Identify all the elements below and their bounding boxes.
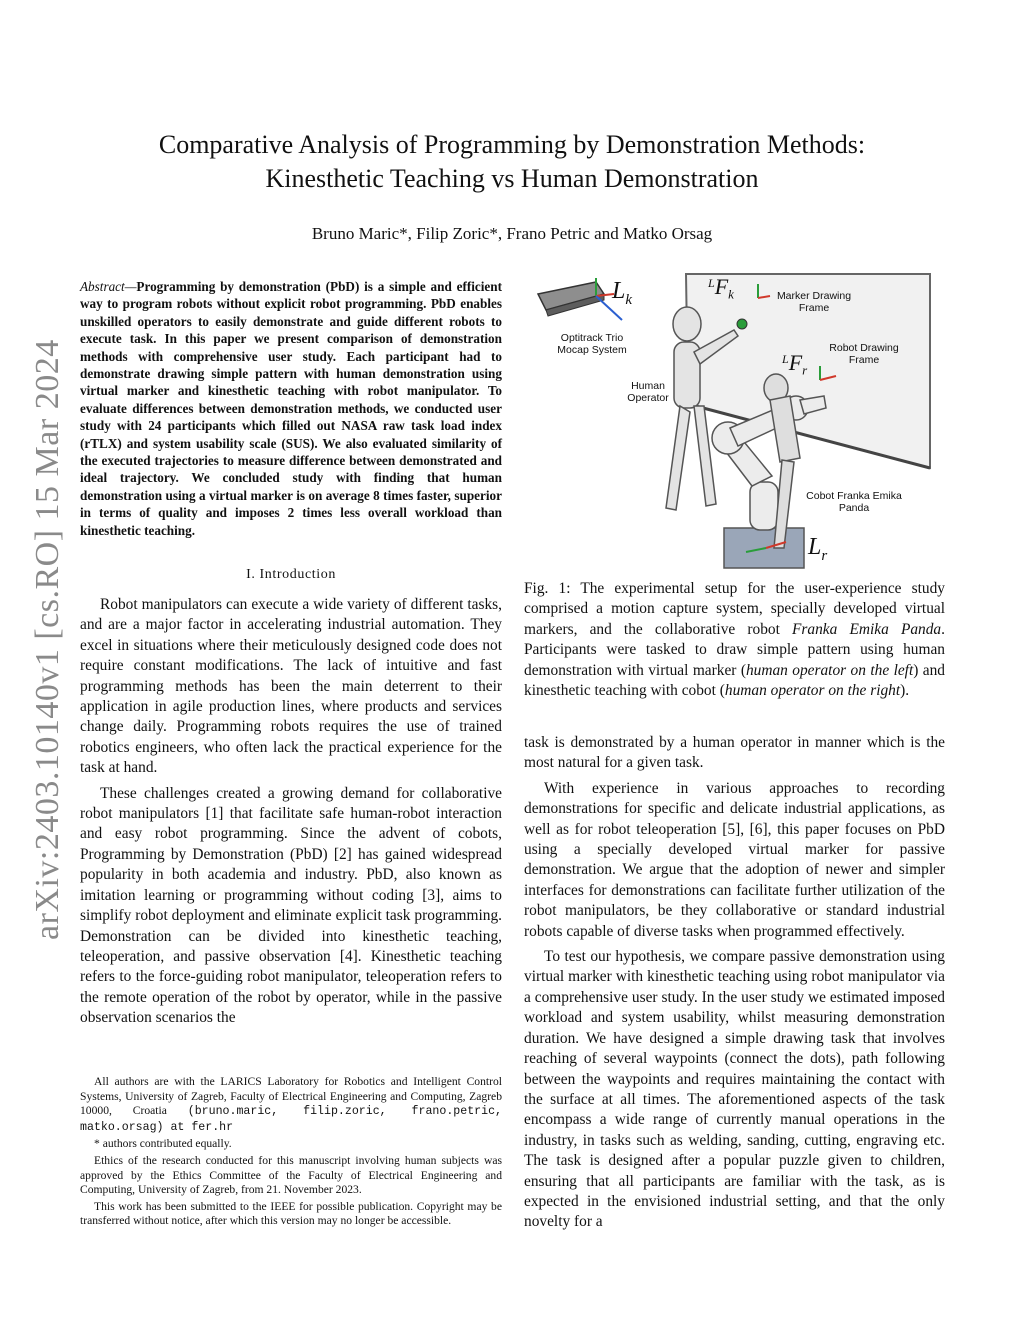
figure-1 xyxy=(524,272,945,570)
abstract-text: Programming by demonstration (PbD) is a simple and efficient way to program robots without explicit robot programming. PbD enables unskilled operators to easily demonstrate and guide different robots to execute task. In this paper we present comparison of demonstration methods with comprehensive user study. Each participant had to demonstrate drawing simple pattern with human demonstration using virtual marker and kinesthetic teaching with robot manipulator. To evaluate differences between demonstration methods, we conducted user study with 24 participants which filled out NASA raw task load index (rTLX) and system usability scale (SUS). We also evaluated similarity of the executed trajectories to measure difference between demonstrated and ideal trajectory. We concluded study with finding that human demonstration using a virtual marker is on average 8 times faster, superior in terms of quality and imposes 2 times less overall workload than kinesthetic teaching. xyxy=(80,279,502,538)
caption-robot-name: Franka Emika Panda xyxy=(792,620,942,638)
caption-left-note: human operator on the left xyxy=(745,661,914,679)
footnote-ieee-notice: This work has been submitted to the IEEE for possible publication. Copyright may be transferred without notice, after which this version may no longer be accessible. xyxy=(80,1199,502,1228)
footnote-equal-contribution: * authors contributed equally. xyxy=(94,1137,232,1151)
paragraph: To test our hypothesis, we compare passive demonstration using virtual marker with kinesthetic teaching using robot manipulator via a comprehensive user study. In the user study we estimated imposed workload and system usability, whilst measuring demonstration duration. We have designed a simple drawing task that involves reaching of several waypoints (connect the dots), path following between the waypoints and requires maintaining the contact with the surface at all times. The aforementioned aspects of the task encompass a wide range of currently manual operations in the industry, in tasks such as welding, sanding, cutting, engraving etc. The task is designed after a popular puzzle given to children, ensuring that all participants are familiar with the task, as is expected in the envisioned industrial setting, and that the only novelty for a xyxy=(524,948,945,1231)
label-human-operator: Human Operator xyxy=(627,380,669,404)
label-cobot: Cobot Franka Emika Panda xyxy=(806,490,902,514)
paragraph: Robot manipulators can execute a wide variety of different tasks, and are a major factor in accelerating industrial automation. They excel in situations where their meticulously designed code does not require constant modifications. The lack of intuitive and fast programming methods has been the main deterrent to their application in agile production lines, where products and services change daily. Programming robots requires the use of trained robotics engineers, who often lack the practical experience for the task at hand. xyxy=(80,596,502,777)
label-robot-drawing-frame: Robot Drawing Frame xyxy=(829,342,899,366)
label-LFk: $^LF_k$ xyxy=(708,274,734,302)
label-marker-drawing-frame: Marker Drawing Frame xyxy=(776,290,852,314)
paragraph: task is demonstrated by a human operator in manner which is the most natural for a given task. xyxy=(524,734,945,772)
paper-title xyxy=(100,128,924,196)
arxiv-identifier: arXiv:2403.10140v1 [cs.RO] 15 Mar 2024 xyxy=(29,339,66,940)
paragraph: These challenges created a growing demand for collaborative robot manipulators [1] that facilitate safe human-robot interaction and easy robot programming. Since the advent of cobots, Programming by Demonstration (PbD) [2] has gained widespread popularity in both academia and industry. PbD, also known as imitation learning or programming without coding [3], aims to simplify robot deployment and eliminate explicit task programming. Demonstration can be divided into kinesthetic teaching, teleoperation, and passive observation [4]. Kinesthetic teaching refers to the force-guiding robot manipulator, teleoperation refers to the remote operation of the robot by operator, while in the passive observation scenarios the xyxy=(80,784,502,1027)
label-mocap-system: Optitrack Trio Mocap System xyxy=(557,332,627,356)
title-line-1: Comparative Analysis of Programming by Demonstration Methods: xyxy=(158,130,866,159)
author-list: Bruno Maric*, Filip Zoric*, Frano Petric and Matko Orsag xyxy=(311,224,713,243)
abstract xyxy=(80,278,502,539)
affiliation-text: All authors are with the LARICS Laboratory for Robotics and Intelligent Control Systems, University of Zagreb, Faculty of Electrical Engineering and Computing, Zagreb 10000, Croatia xyxy=(80,1075,502,1118)
section-heading-introduction: I. Introduction xyxy=(246,567,336,582)
caption-right-note: human operator on the right xyxy=(724,682,901,700)
figure-1-caption: Fig. 1: The experimental setup for the user-experience study comprised a motion capture system, specially developed virtual markers, and the collaborative robot Franka Emika Panda. Participants were tasked to draw simple pattern using human demonstration with virtual marker (human operator on the left) and kinesthetic teaching with cobot (human operator on the right). xyxy=(524,580,945,700)
virtual-marker-icon xyxy=(737,319,747,329)
experimental-setup-illustration xyxy=(524,272,945,570)
footnote-affiliation xyxy=(80,1075,502,1135)
footnotes xyxy=(80,1075,502,1231)
left-column-body xyxy=(80,595,502,1034)
label-Lr: $L_r$ xyxy=(808,534,828,564)
label-LFr: $^LF_r$ xyxy=(782,350,808,378)
abstract-label: Abstract— xyxy=(80,279,137,294)
label-Lk: $L_k$ xyxy=(612,278,633,308)
paragraph: With experience in various approaches to recording demonstrations for specific and delicate industrial applications, as well as for robot teleoperation [5], [6], this paper focuses on PbD using a specially developed virtual marker for passive demonstration. We argue that the adoption of newer and simpler interfaces for demonstrations can facilitate further utilization of the robot manipulators, be they collaborative or standard industrial robots capable of diverse tasks when programmed effectively. xyxy=(524,779,945,940)
footnote-ethics: Ethics of the research conducted for this manuscript involving human subjects was approved by the Ethics Committee of the Faculty of Electrical Engineering and Computing, University of Zagreb, from 21. November 2023. xyxy=(80,1153,502,1197)
right-column-body xyxy=(524,733,945,1238)
author-emails: (bruno.maric, filip.zoric, frano.petric, matko.orsag) at fer.hr xyxy=(80,1105,503,1134)
title-line-2: Kinesthetic Teaching vs Human Demonstration xyxy=(265,164,759,193)
